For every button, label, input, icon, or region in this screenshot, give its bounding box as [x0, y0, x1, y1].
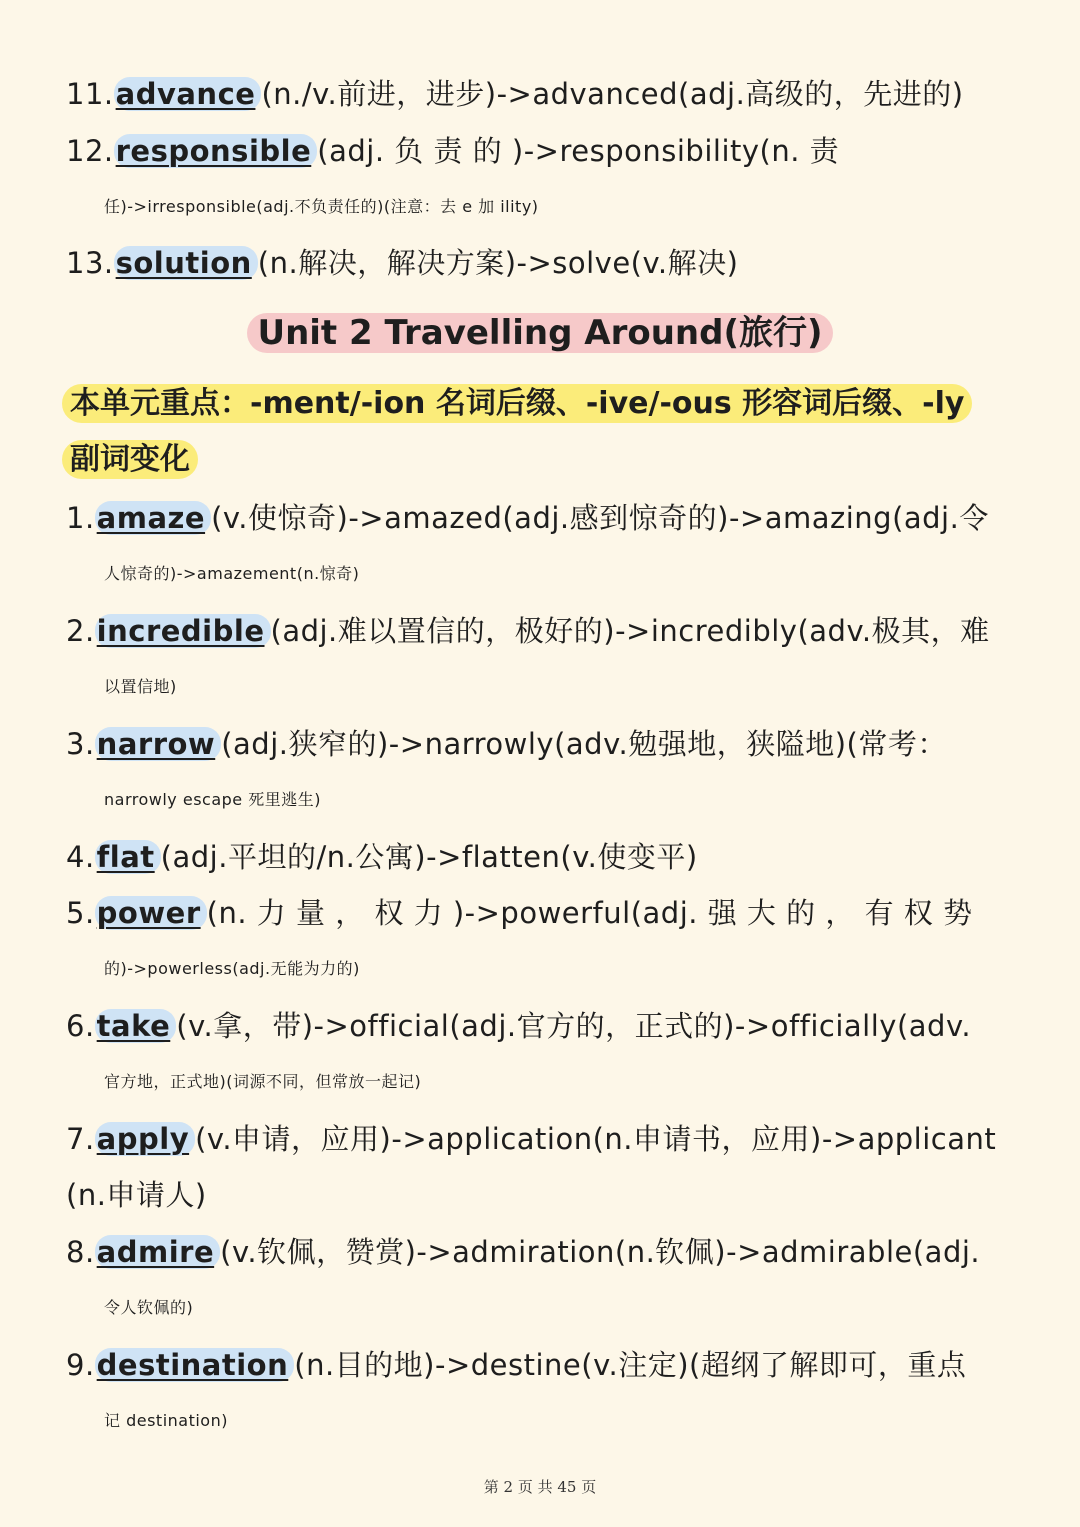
vocab-line-6 — [66, 1006, 1014, 1046]
vocab-line-6-cont: 官方地，正式地)(词源不同，但常放一起记) — [104, 1072, 422, 1091]
vocab-line-2-cont: 以置信地) — [104, 677, 177, 696]
vocab-line-7-cont: (n.申请人) — [66, 1178, 207, 1212]
vocab-line-13 — [66, 243, 1014, 283]
vocab-line-1 — [66, 498, 1014, 538]
headword: take — [95, 1009, 177, 1043]
headword: responsible — [114, 134, 318, 168]
headword: amaze — [95, 501, 211, 535]
derivation: (n.目的地)->destine(v.注定)(超纲了解即可，重点 — [294, 1348, 967, 1382]
headword: apply — [95, 1122, 195, 1156]
item-number: 11. — [66, 77, 114, 111]
item-number: 7. — [66, 1122, 95, 1156]
vocab-line-12 — [66, 131, 1014, 171]
vocab-line-12-cont: 任)->irresponsible(adj.不负责任的)(注意：去 e 加 ility) — [104, 197, 539, 216]
headword: narrow — [95, 727, 222, 761]
vocab-line-5 — [66, 893, 1014, 933]
vocab-line-8 — [66, 1232, 1014, 1272]
item-number: 4. — [66, 840, 95, 874]
item-number: 5. — [66, 896, 95, 930]
vocab-line-9-cont: 记 destination) — [104, 1411, 228, 1430]
vocab-line-2 — [66, 611, 1014, 651]
derivation: (v.使惊奇)->amazed(adj.感到惊奇的)->amazing(adj.令 — [211, 501, 989, 535]
unit-focus-line2 — [62, 440, 198, 480]
item-number: 12. — [66, 134, 114, 168]
vocab-line-3-cont: narrowly escape 死里逃生) — [104, 790, 321, 809]
unit-focus-text: 本单元重点：-ment/-ion 名词后缀、-ive/-ous 形容词后缀、-ly — [62, 384, 972, 423]
unit-focus-text: 副词变化 — [62, 440, 198, 479]
vocab-line-4 — [66, 837, 1014, 877]
item-number: 9. — [66, 1348, 95, 1382]
headword: solution — [114, 246, 258, 280]
derivation: (v.钦佩，赞赏)->admiration(n.钦佩)->admirable(adj. — [220, 1235, 981, 1269]
vocab-line-3 — [66, 724, 1014, 764]
vocab-line-7 — [66, 1119, 1014, 1159]
item-number: 8. — [66, 1235, 95, 1269]
item-number: 1. — [66, 501, 95, 535]
headword: power — [95, 896, 207, 930]
derivation: (adj.平坦的/n.公寓)->flatten(v.使变平) — [160, 840, 698, 874]
derivation: (n. 力 量 ， 权 力 )->powerful(adj. 强 大 的 ， 有 权 势 — [206, 896, 973, 930]
vocab-line-1-cont: 人惊奇的)->amazement(n.惊奇) — [104, 564, 360, 583]
derivation: (v.申请，应用)->application(n.申请书，应用)->applicant — [195, 1122, 997, 1156]
unit-title-text: Unit 2 Travelling Around(旅行) — [247, 313, 832, 353]
headword: destination — [95, 1348, 295, 1382]
vocab-line-5-cont: 的)->powerless(adj.无能为力的) — [104, 959, 360, 978]
derivation: (adj.难以置信的，极好的)->incredibly(adv.极其，难 — [270, 614, 990, 648]
derivation: (n.解决，解决方案)->solve(v.解决) — [257, 246, 739, 280]
derivation: (v.拿，带)->official(adj.官方的，正式的)->officially(adv. — [176, 1009, 972, 1043]
item-number: 13. — [66, 246, 114, 280]
unit-title — [0, 311, 1080, 355]
item-number: 6. — [66, 1009, 95, 1043]
headword: advance — [114, 77, 262, 111]
item-number: 2. — [66, 614, 95, 648]
headword: incredible — [95, 614, 271, 648]
page-footer: 第 2 页 共 45 页 — [483, 1478, 597, 1496]
headword: admire — [95, 1235, 220, 1269]
item-number: 3. — [66, 727, 95, 761]
derivation: (adj. 负 责 的 )->responsibility(n. 责 — [317, 134, 840, 168]
vocab-line-8-cont: 令人钦佩的) — [104, 1298, 194, 1317]
headword: flat — [95, 840, 161, 874]
vocab-line-9 — [66, 1345, 1014, 1385]
unit-focus-line1 — [62, 384, 972, 424]
vocab-line-11 — [66, 74, 1014, 114]
derivation: (adj.狭窄的)->narrowly(adv.勉强地，狭隘地)(常考： — [221, 727, 947, 761]
derivation: (n./v.前进，进步)->advanced(adj.高级的，先进的) — [261, 77, 964, 111]
